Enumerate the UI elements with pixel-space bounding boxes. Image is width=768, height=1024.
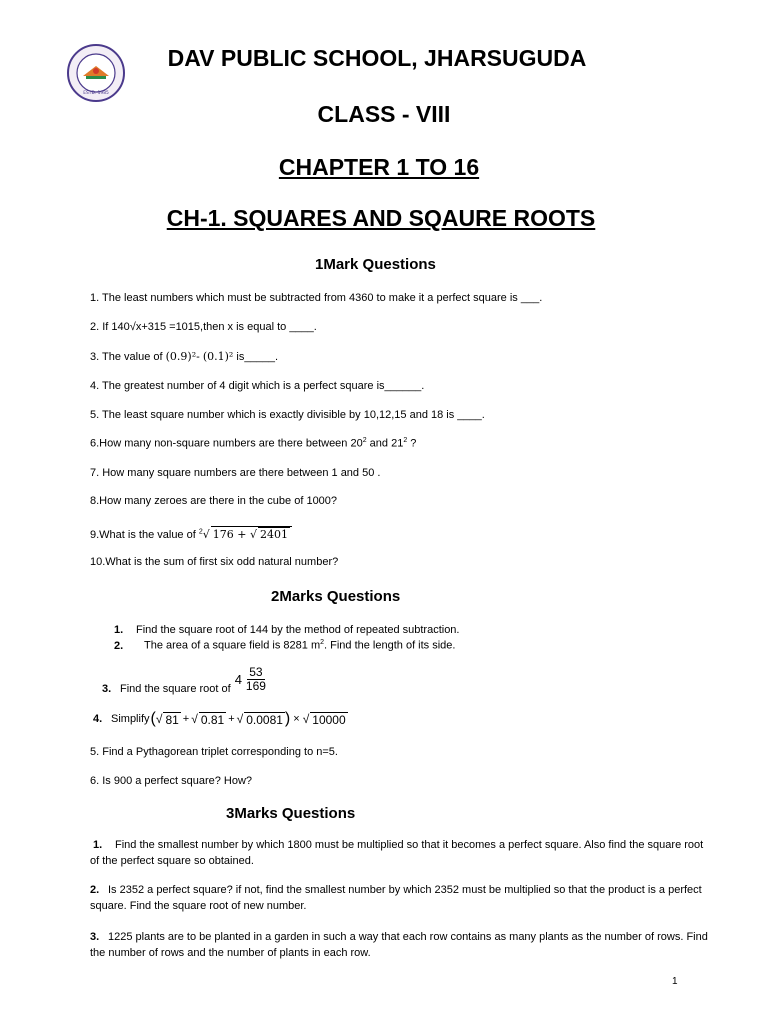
one-mark-q10: 10.What is the sum of first six odd natural number? (90, 556, 339, 568)
two-mark-q1 (114, 624, 460, 636)
three-mark-q2-number: 2. (90, 884, 100, 896)
two-mark-q1-number: 1. (114, 624, 124, 636)
q6-sup-1: 2 (362, 437, 367, 444)
three-mark-q2 (90, 882, 715, 914)
q9-root-index: 2 (198, 528, 203, 536)
q4-plus-2: + (228, 713, 235, 725)
q4-root-sign-2: √ (191, 712, 198, 726)
three-mark-q3-number: 3. (90, 931, 100, 943)
one-mark-heading: 1Mark Questions (315, 256, 436, 273)
chapter-title: CH-1. SQUARES AND SQAURE ROOTS (166, 205, 596, 231)
chapter-range: CHAPTER 1 TO 16 (278, 154, 480, 180)
q9-inner-1: 176 + (212, 528, 250, 541)
q4-plus-1: + (182, 713, 190, 725)
q4-times: × (293, 713, 300, 725)
one-mark-q7: 7. How many square numbers are there between 1 and 50 . (90, 467, 381, 479)
page-number: 1 (672, 976, 678, 987)
one-mark-q3 (90, 350, 278, 363)
one-mark-q1: 1. The least numbers which must be subtracted from 4360 to make it a perfect square is ___. (90, 292, 543, 304)
two-mark-q3-text: Find the square root of (120, 683, 231, 695)
one-mark-q2 (90, 321, 317, 333)
three-mark-q3 (90, 929, 715, 961)
q3-text-a: 3. The value of (90, 351, 166, 363)
three-mark-heading: 3Marks Questions (226, 805, 356, 822)
sqrt-symbol-icon: √ (129, 321, 136, 333)
q6-text-c: ? (407, 437, 417, 450)
q9-inner-root-sign: √ (249, 528, 257, 541)
close-paren-icon: ) (284, 710, 291, 727)
q4-term-4: 10000 (312, 712, 346, 727)
q4-term-1: 81 (165, 712, 179, 727)
q3-math-2: (0.1)² (202, 350, 234, 363)
one-mark-q4: 4. The greatest number of 4 digit which is a perfect square is______. (90, 380, 425, 392)
one-mark-q8: 8.How many zeroes are there in the cube of 1000? (90, 495, 338, 507)
q3-fraction (244, 666, 268, 693)
three-mark-q1 (90, 837, 715, 869)
q9-text: 9.What is the value of (90, 529, 199, 541)
two-mark-q2 (114, 639, 455, 652)
class-title: CLASS - VIII (317, 101, 451, 127)
q3-dash: - (196, 351, 203, 363)
q4-root-sign-4: √ (302, 712, 310, 726)
logo-text: ESTD. 1985 (83, 91, 109, 96)
two-mark-q2-text-a: The area of a square field is 8281 m (144, 639, 321, 652)
q3-math-1: (0.9)² (165, 350, 197, 363)
q2-text-b: x+315 =1015,then x is equal to ____. (135, 321, 317, 333)
three-mark-q2-text: Is 2352 a perfect square? if not, find the smallest number by which 2352 must be multiplied so that the product is a perfect square. Find the square root of new number. (90, 884, 702, 912)
one-mark-q6 (90, 437, 416, 450)
two-mark-q4-number: 4. (93, 713, 103, 725)
two-mark-q3 (102, 663, 268, 695)
two-mark-q4 (93, 710, 348, 728)
q4-term-3: 0.0081 (246, 712, 283, 727)
two-mark-q6: 6. Is 900 a perfect square? How? (90, 775, 253, 787)
q3-denominator: 169 (245, 678, 266, 693)
q9-inner-2: 2401 (260, 528, 288, 541)
q6-text-a: 6.How many non-square numbers are there between 20 (90, 437, 363, 450)
one-mark-q5: 5. The least square number which is exactly divisible by 10,12,15 and 18 is ____. (90, 409, 485, 421)
two-mark-q2-number: 2. (114, 639, 124, 652)
two-mark-q4-text: Simplify (111, 713, 150, 725)
q9-radicand (211, 526, 292, 541)
q3-whole-number: 4 (234, 671, 242, 687)
three-mark-q3-text: 1225 plants are to be planted in a garden in such a way that each row contains as many plants as the number of rows. Find the number of rows and the number of plants in each row. (90, 931, 708, 959)
q6-text-b: and 21 (366, 437, 404, 450)
open-paren-icon: ( (150, 710, 156, 727)
q3-text-b: is_____. (233, 351, 279, 363)
q3-numerator: 53 (249, 664, 263, 679)
q6-sup-2: 2 (403, 437, 408, 444)
q4-root-sign-3: √ (236, 712, 244, 726)
q4-root-sign-1: √ (155, 712, 163, 726)
two-mark-q1-text: Find the square root of 144 by the method of repeated subtraction. (136, 624, 460, 636)
school-name: DAV PUBLIC SCHOOL, JHARSUGUDA (167, 45, 587, 71)
three-mark-q1-text: Find the smallest number by which 1800 must be multiplied so that it becomes a perfect square. Also find the square root of the perfect square so obtained. (90, 839, 704, 867)
two-mark-q2-text-b: . Find the length of its side. (324, 639, 456, 652)
q9-root-sign: √ (202, 528, 210, 541)
one-mark-q9 (90, 526, 292, 541)
three-mark-q1-number: 1. (93, 839, 103, 851)
two-mark-q3-number: 3. (102, 683, 112, 695)
two-mark-q2-sup: 2 (320, 639, 325, 646)
q2-text-a: 2. If 140 (90, 321, 130, 333)
two-mark-heading: 2Marks Questions (271, 588, 401, 605)
two-mark-q5: 5. Find a Pythagorean triplet corresponding to n=5. (90, 746, 338, 758)
q4-term-2: 0.81 (200, 712, 225, 727)
